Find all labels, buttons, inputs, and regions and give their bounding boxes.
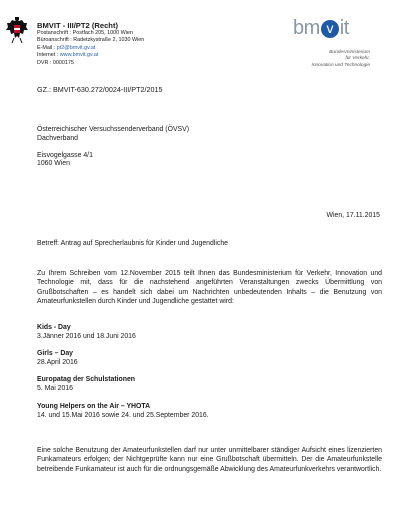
sender-block: [37, 21, 144, 67]
ministry-tagline: Bundesministerium für Verkehr, Innovation und Technologie: [311, 50, 370, 68]
internet-label: Internet :: [37, 52, 60, 59]
sender-internet-row: [37, 52, 144, 59]
event-title: Girls – Day: [37, 350, 74, 357]
event-dates: 3.Jänner 2016 und 18.Juni 2016: [37, 333, 136, 341]
event-title: Europatag der Schulstationen: [37, 376, 136, 383]
bmvit-logo-wordmark: bm v it: [293, 17, 349, 39]
sender-website-link[interactable]: www.bmvit.gv.at: [59, 52, 99, 59]
event-girls-day: [37, 349, 78, 367]
event-europatag: [37, 375, 135, 393]
event-title: Young Helpers on the Air – YHOTA: [37, 403, 151, 410]
event-kids-day: [37, 323, 136, 341]
bmvit-logo: [293, 17, 353, 47]
event-dates: 14. und 15.Mai 2016 sowie 24. und 25.September 2016.: [37, 412, 209, 420]
recipient-address: [37, 126, 189, 169]
sender-dvr: DVR : 0000175: [37, 59, 74, 66]
recipient-street: Eisvogelgasse 4/1: [37, 151, 93, 159]
recipient-city: 1060 Wien: [37, 160, 70, 168]
sender-office-address: Büroanschrift : Radetzkystraße 2, 1030 Wien: [37, 37, 145, 44]
austrian-eagle-coat-of-arms-icon: [6, 16, 28, 46]
sender-postal-address: Postanschrift : Postfach 205, 1000 Wien: [37, 30, 133, 36]
email-label: E-Mail :: [37, 44, 57, 51]
recipient-name: Österreichischer Versuchssenderverband (ÖVSV): [37, 126, 190, 133]
event-yhota: [37, 402, 209, 420]
event-dates: 28.April 2016: [37, 359, 78, 367]
sender-email-link[interactable]: pt2@bmvit.gv.at: [56, 44, 96, 51]
sender-department: BMVIT - III/PT2 (Recht): [37, 21, 119, 30]
reference-number: GZ.: BMVIT-630.272/0024-III/PT2/2015: [37, 85, 163, 94]
event-title: Kids - Day: [37, 324, 71, 331]
bmvit-logo-v-circle: v: [321, 20, 339, 38]
letter-body-paragraph: Zu Ihrem Schreiben vom 12.November 2015 teilt Ihnen das Bundesministerium für Verkehr, Innovation und Technologie mit, dass für die nachstehend angeführten Veranstaltungen zwecks Übermittlung von Grußbotschaften – es handelt sich dabei um Nachrichten unbedeutenden Inhalts – die Benutzung von Amateurfunkstellen durch Kinder und Jugendliche gestattet wird:: [37, 270, 382, 306]
sender-email-row: [37, 45, 144, 52]
letter-date: Wien, 17.11.2015: [326, 212, 380, 219]
letter-subject: Betreff: Antrag auf Sprecherlaubnis für Kinder und Jugendliche: [37, 240, 229, 247]
letter-closing-paragraph: Eine solche Benutzung der Amateurfunkstellen darf nur unter unmittelbarer ständiger Aufsicht eines lizenzierten Funkamateurs erfolgen; der Nichtgeprüfte kann nur eine Grußbotschaft übermitteln. Der die Amateurfunkstelle betreibende Funkamateur ist auch für die ordnungsgemäße Abwicklung des Amateurfunkverkehrs verantwortlich.: [37, 447, 382, 473]
event-dates: 5. Mai 2016: [37, 385, 74, 393]
recipient-type: Dachverband: [37, 134, 78, 142]
